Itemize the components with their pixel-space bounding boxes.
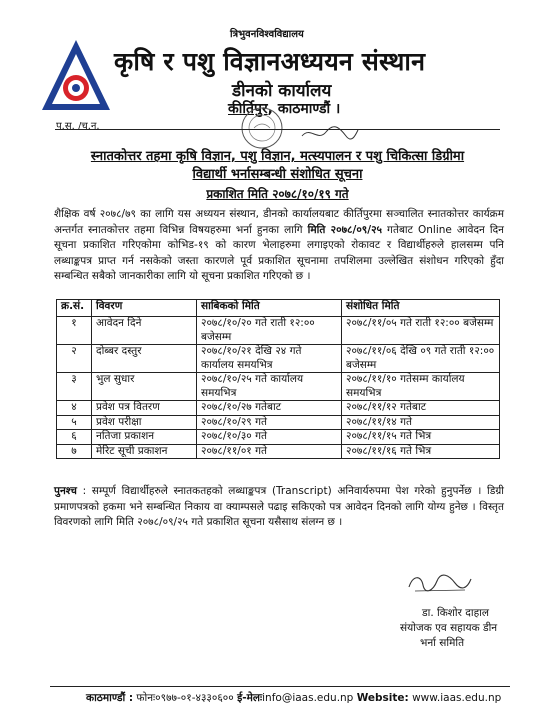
cell-new-date: २०७८/११/१५ गते भित्र <box>342 430 500 445</box>
published-date: प्रकाशित मिति २०७८/१०/१९ गते <box>206 187 349 201</box>
col-header-description: विवरण <box>92 300 197 317</box>
cell-description: दोब्बर दस्तुर <box>92 345 197 373</box>
cell-sn: २ <box>57 345 92 373</box>
reference-number: प.स. /च.न. <box>56 121 100 132</box>
cell-new-date: २०७८/११/१४ गते <box>342 415 500 430</box>
cell-description: नतिजा प्रकाशन <box>92 430 197 445</box>
office-name: डीनको कार्यालय <box>232 81 332 101</box>
cell-sn: १ <box>57 317 92 345</box>
table-row <box>57 415 500 430</box>
cell-sn: ३ <box>57 373 92 401</box>
table-row <box>57 373 500 401</box>
cell-new-date: २०७८/११/१२ गतेबाट <box>342 401 500 416</box>
intro-text-2: गतेबाट Online आवेदन दिन सूचना प्रकाशित गरिएकोमा कोभिड-१९ को कारण भेलाहरुमा लगाइएको रोकावट र विद्यार्थीहरुले हालसम्म पनि लब्धाङ्कपत्र प्राप्त गर्न नसकेको जस्ता कारणले पूर्व प्रकाशित सूचनामा तपशिलमा उल्लेखित संशोधन गरिएको हुँदा सम्बन्धित सबैको जानकारीका लागि यो सूचना प्रकाशित गरिएको छ । <box>54 223 504 282</box>
cell-old-date: २०७८/१०/२१ देखि २४ गते कार्यालय समयभित्र <box>197 345 342 373</box>
cell-sn: ७ <box>57 444 92 459</box>
postscript-text: : सम्पूर्ण विद्यार्थीहरुले स्नातकतहको लब्धाङ्कपत्र (Transcript) अनिवार्यरुपमा पेश गरेको हुनुपर्नेछ । डिग्री प्रमाणपत्रको हकमा भने सम्बन्धित निकाय वा क्याम्पसले पढाइ सकिएको पत्र आवेदन दिनको लागि योग्य हुनेछ । विस्तृत विवरणको लागि मिति २०७८/०९/२५ गते प्रकाशित सूचना यसैसाथ संलग्न छ । <box>54 485 504 528</box>
university-name: त्रिभुवनविश्वविद्यालय <box>230 29 304 40</box>
footer-website[interactable]: www.iaas.edu.np <box>412 692 502 704</box>
cell-old-date: २०७८/११/०१ गते <box>197 444 342 459</box>
official-seal-icon <box>240 106 284 150</box>
footer-email-label: ई-मेलः <box>237 692 263 704</box>
cell-sn: ४ <box>57 401 92 416</box>
table-row <box>57 430 500 445</box>
notice-title-line2: विद्यार्थी भर्नासम्बन्धी संशोधित सूचना <box>192 167 363 182</box>
footer-email[interactable]: info@iaas.edu.np <box>262 692 354 704</box>
table-row <box>57 345 500 373</box>
cell-new-date: २०७८/११/१० गतेसम्म कार्यालय समयभित्र <box>342 373 500 401</box>
col-header-old-date: साबिकको मिति <box>197 300 342 317</box>
cell-old-date: २०७८/१०/२५ गते कार्यालय समयभित्र <box>197 373 342 401</box>
institute-name: कृषि र पशु विज्ञानअध्ययन संस्थान <box>114 47 426 76</box>
cell-description: आवेदन दिने <box>92 317 197 345</box>
cell-description: प्रवेश परीक्षा <box>92 415 197 430</box>
postscript-note <box>54 484 504 531</box>
footer-contact <box>86 691 501 705</box>
signature-icon <box>405 571 475 595</box>
header-divider <box>55 129 500 130</box>
footer-phone: फोनः०९७७-०१-४३३०६०० <box>133 692 234 704</box>
cell-old-date: २०७८/१०/२० गते राती १२:०० बजेसम्म <box>197 317 342 345</box>
notice-title-line1: स्नातकोत्तर तहमा कृषि विज्ञान, पशु विज्ञान, मत्स्यपालन र पशु चिकित्सा डिग्रीमा <box>90 149 465 164</box>
signatory-committee: भर्ना समिति <box>420 637 465 649</box>
table-row <box>57 444 500 459</box>
cell-new-date: २०७८/११/०५ गते राती १२:०० बजेसम्म <box>342 317 500 345</box>
signatory-role: संयोजक एव सहायक डीन <box>400 622 498 634</box>
initial-signature-icon <box>300 122 360 144</box>
cell-sn: ६ <box>57 430 92 445</box>
intro-paragraph <box>54 207 504 285</box>
postscript-label: पुनश्च <box>54 485 77 497</box>
table-row <box>57 401 500 416</box>
cell-sn: ५ <box>57 415 92 430</box>
cell-new-date: २०७८/११/०६ देखि ०९ गते राती १२:०० बजेसम्म <box>342 345 500 373</box>
footer-website-label: Website: <box>356 692 409 704</box>
signatory-name: डा. किशोर दाहाल <box>422 607 489 619</box>
location-kirtipur: कीर्तिपुर <box>228 101 268 117</box>
tu-logo-icon <box>40 38 112 114</box>
cell-new-date: २०७८/११/१६ गते भित्र <box>342 444 500 459</box>
table-row <box>57 317 500 345</box>
intro-text-1: शैक्षिक वर्ष २०७८/७९ का लागि यस अध्ययन संस्थान, डीनको कार्यालयबाट कीर्तिपुरमा सञ्चालित स्नातकोत्तर कार्यक्रम अन्तर्गत स्नातकोत्तर तहमा विभिन्न विषयहरुमा भर्ना हुनका लागि <box>54 208 504 236</box>
footer-city: काठमाण्डौं : <box>86 692 134 704</box>
col-header-sn: क्र.सं. <box>57 300 92 317</box>
intro-date: मिति २०७८/०९/२५ <box>307 223 383 236</box>
cell-description: भुल सुधार <box>92 373 197 401</box>
cell-old-date: २०७८/१०/२९ गते <box>197 415 342 430</box>
location-kathmandu: , काठमाण्डौं । <box>267 101 341 117</box>
table-header-row <box>57 300 500 317</box>
schedule-table <box>56 299 500 459</box>
footer-divider <box>50 686 510 687</box>
col-header-new-date: संशोधित मिति <box>342 300 500 317</box>
cell-old-date: २०७८/१०/३० गते <box>197 430 342 445</box>
cell-old-date: २०७८/१०/२७ गतेबाट <box>197 401 342 416</box>
cell-description: मेरिट सूची प्रकाशन <box>92 444 197 459</box>
cell-description: प्रवेश पत्र वितरण <box>92 401 197 416</box>
